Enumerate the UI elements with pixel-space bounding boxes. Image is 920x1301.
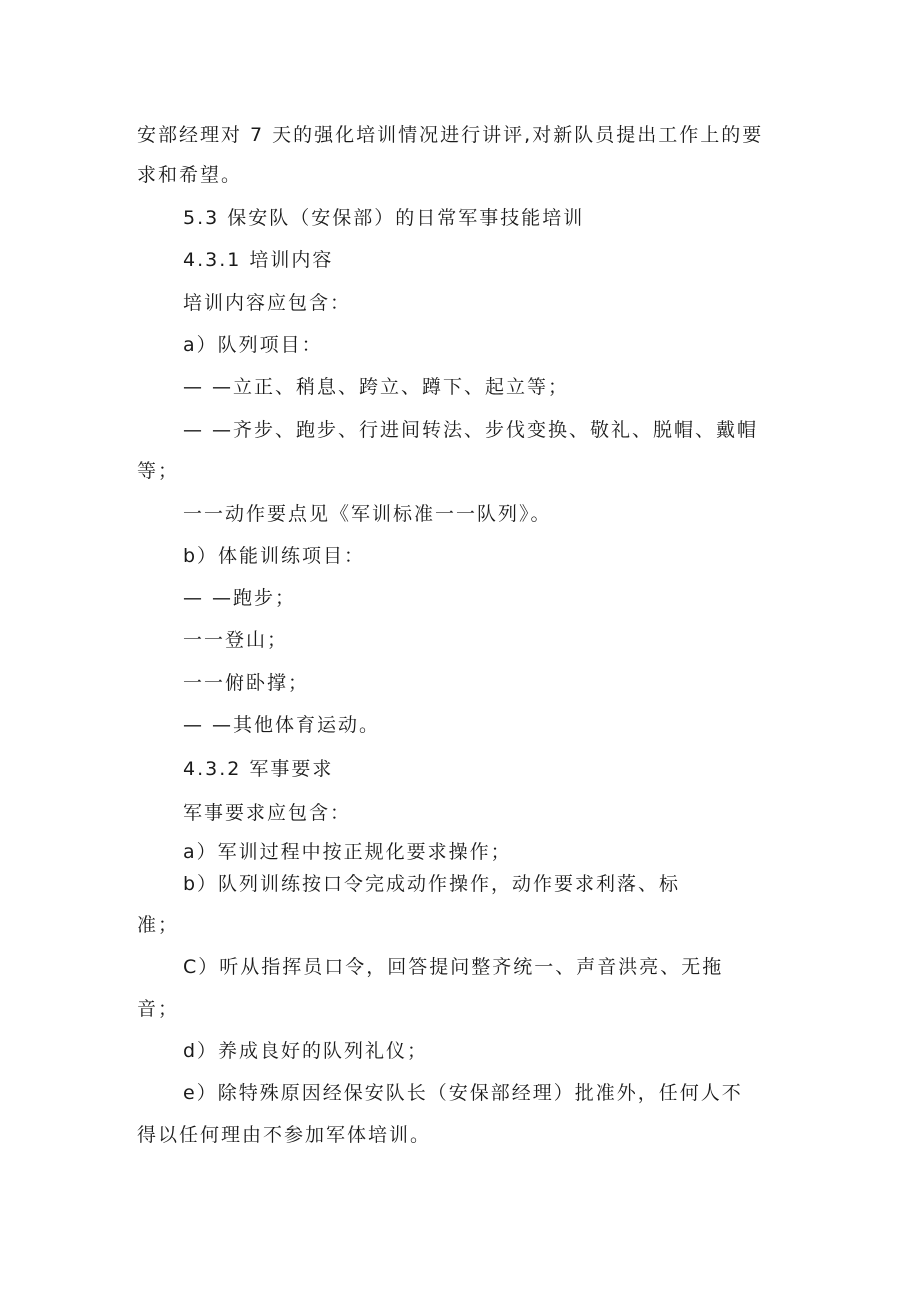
list-item-label: a）队列项目： (183, 334, 323, 356)
body-text-line: 准； (137, 914, 180, 936)
body-text-line: 等； (137, 460, 180, 482)
section-heading: 5.3 保安队（安保部）的日常军事技能培训 (183, 207, 585, 229)
dash-list-item: 一一登山； (183, 629, 289, 651)
dash-list-item: 一一俯卧撑； (183, 672, 310, 694)
list-item-label: b）体能训练项目： (183, 545, 366, 567)
body-text-line: 求和希望。 (137, 164, 243, 186)
list-item: b）队列训练按口令完成动作操作，动作要求利落、标 (183, 873, 681, 895)
body-text-line: 安部经理对 7 天的强化培训情况进行讲评,对新队员提出工作上的要 (137, 124, 764, 146)
dash-list-item: — —跑步； (183, 587, 297, 609)
list-item: e）除特殊原因经保安队长（安保部经理）批准外，任何人不 (183, 1082, 743, 1104)
dash-list-item: — —立正、稍息、跨立、蹲下、起立等； (183, 376, 570, 398)
list-item: a）军训过程中按正规化要求操作； (183, 841, 512, 863)
subsection-heading: 4.3.2 军事要求 (183, 758, 334, 780)
body-text-line: 得以任何理由不参加军体培训。 (137, 1124, 432, 1146)
body-text-line: 军事要求应包含： (183, 802, 352, 824)
dash-list-item: — —其他体育运动。 (183, 714, 381, 736)
list-item: d）养成良好的队列礼仪； (183, 1040, 429, 1062)
dash-list-item: — —齐步、跑步、行进间转法、步伐变换、敬礼、脱帽、戴帽 (183, 419, 759, 441)
body-text-line: 培训内容应包含： (183, 292, 352, 314)
dash-list-item: 一一动作要点见《军训标准一一队列》。 (183, 503, 552, 525)
list-item: C）听从指挥员口令，回答提问整齐统一、声音洪亮、无拖 (183, 956, 724, 978)
body-text-line: 音； (137, 998, 180, 1020)
subsection-heading: 4.3.1 培训内容 (183, 249, 334, 271)
